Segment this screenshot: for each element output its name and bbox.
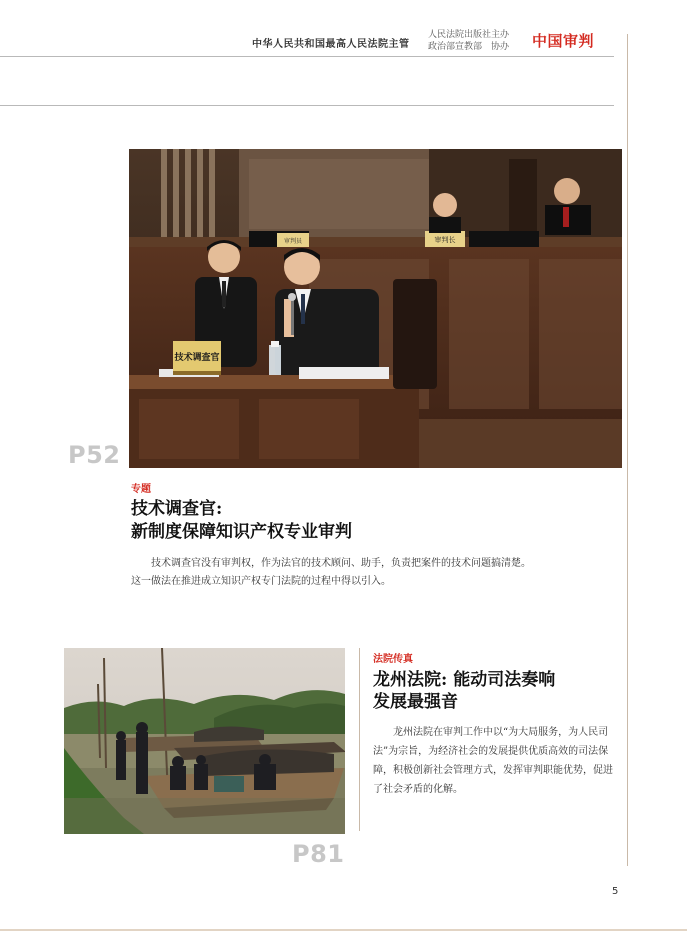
title-line-1: 龙州法院: 能动司法奏响 [373, 670, 556, 690]
publisher-line-1: 人民法院出版社主办 [428, 30, 510, 40]
section-tag-special-topic: 专题 [131, 484, 151, 495]
article-title-technical-investigator[interactable] [131, 498, 352, 544]
summary-text: 龙州法院在审判工作中以“为大局服务，为人民司法”为宗旨，为经济社会的发展提供优质高效的司法保障，积极创新社会管理方式，发挥审判职能优势，促进了社会矛盾的化解。 [373, 727, 613, 795]
right-margin-rule [627, 34, 628, 866]
page-ref-p52[interactable]: P52 [68, 441, 121, 469]
summary-line-1: 技术调查官没有审判权，作为法官的技术顾问、助手，负责把案件的技术问题搞清楚。 [151, 558, 531, 569]
article-summary-longzhou-court [373, 723, 613, 799]
bench-sign-chief-judge: 审判长 [434, 236, 456, 244]
magazine-logo: 中国审判 [532, 32, 595, 50]
page-ref-p81[interactable]: P81 [292, 840, 345, 868]
article-title-longzhou-court[interactable] [373, 669, 555, 713]
header-rule [0, 56, 614, 57]
title-line-2: 新制度保障知识产权专业审判 [131, 522, 352, 542]
column-divider [359, 648, 360, 831]
header-supervisor: 中华人民共和国最高人民法院主管 [252, 39, 410, 50]
summary-line-2: 这一做法在推进成立知识产权专门法院的过程中得以引入。 [131, 576, 391, 587]
header-publisher [428, 29, 509, 53]
section-rule [0, 105, 614, 106]
publisher-line-2: 政治部宣教部 协办 [428, 42, 510, 52]
bottom-rule [0, 929, 687, 931]
bench-sign-judge: 审判员 [283, 238, 303, 245]
article-summary-technical-investigator [131, 555, 571, 591]
page-number: 5 [612, 886, 619, 897]
section-tag-court-news: 法院传真 [373, 654, 413, 665]
title-line-2: 发展最强音 [373, 692, 458, 712]
placard-technical-investigator: 技术调查官 [174, 353, 220, 363]
title-line-1: 技术调查官: [131, 499, 223, 519]
courtroom-photo [129, 149, 622, 468]
longzhou-boats-photo [64, 648, 345, 834]
